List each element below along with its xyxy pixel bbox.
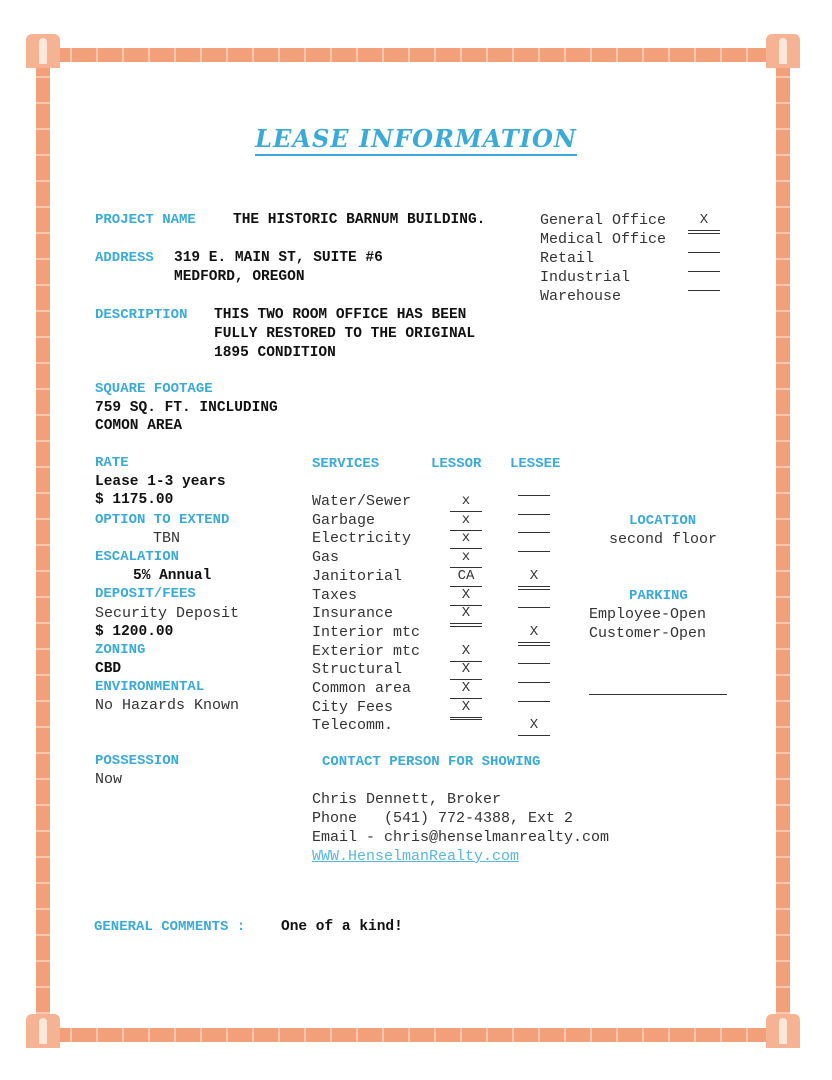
service-lessor-mark: X	[450, 587, 482, 603]
property-type-general-office-mark: X	[688, 212, 720, 228]
blank-signature-line	[589, 694, 727, 695]
description-label: DESCRIPTION	[95, 307, 188, 323]
left-border	[36, 64, 50, 1032]
service-name: Common area	[312, 680, 412, 697]
rate-label: RATE	[95, 455, 129, 471]
square-footage-label: SQUARE FOOTAGE	[95, 381, 213, 397]
website-link[interactable]: WWW.HenselmanRealty.com	[312, 848, 520, 865]
option-to-extend-label: OPTION TO EXTEND	[95, 512, 230, 528]
zoning-label: ZONING	[95, 642, 146, 658]
service-name: Gas	[312, 549, 340, 566]
property-type-medical-office: Medical Office	[540, 231, 667, 248]
location-value: second floor	[609, 531, 718, 548]
lessor-header: LESSOR	[431, 456, 482, 472]
description-line-1: THIS TWO ROOM OFFICE HAS BEEN	[214, 307, 467, 323]
deposit-label: DEPOSIT/FEES	[95, 586, 196, 602]
option-to-extend-value: TBN	[153, 530, 181, 547]
lessee-header: LESSEE	[510, 456, 561, 472]
service-lessor-mark: X	[450, 699, 482, 715]
right-border	[776, 64, 790, 1032]
environmental-value: No Hazards Known	[95, 697, 240, 714]
project-name-label: PROJECT NAME	[95, 212, 196, 228]
address-line-2: MEDFORD, OREGON	[174, 269, 305, 285]
parking-line-1: Employee-Open	[589, 606, 707, 623]
service-lessor-mark: X	[450, 680, 482, 696]
service-name: Insurance	[312, 605, 394, 622]
service-lessee-mark: X	[518, 568, 550, 584]
corner-ornament-bottom-left	[26, 1014, 60, 1048]
square-footage-line-2: COMON AREA	[95, 418, 183, 434]
property-type-warehouse: Warehouse	[540, 288, 622, 305]
property-type-general-office: General Office	[540, 212, 667, 229]
page-title: LEASE INFORMATION	[0, 124, 832, 153]
escalation-label: ESCALATION	[95, 549, 180, 565]
contact-phone: Phone (541) 772-4388, Ext 2	[312, 810, 574, 827]
service-name: Electricity	[312, 530, 412, 547]
bottom-border	[58, 1028, 774, 1042]
service-name: Telecomm.	[312, 717, 394, 734]
parking-label: PARKING	[629, 588, 688, 604]
service-name: Janitorial	[312, 568, 403, 585]
location-label: LOCATION	[629, 513, 697, 529]
rate-amount: $ 1175.00	[95, 492, 174, 508]
service-lessor-mark: CA	[450, 568, 482, 584]
service-lessor-mark: x	[450, 493, 482, 509]
service-name: Garbage	[312, 512, 376, 529]
service-name: Exterior mtc	[312, 643, 421, 660]
description-line-2: FULLY RESTORED TO THE ORIGINAL	[214, 326, 476, 342]
description-line-3: 1895 CONDITION	[214, 345, 336, 361]
deposit-amount: $ 1200.00	[95, 624, 174, 640]
service-name: Water/Sewer	[312, 493, 412, 510]
service-name: City Fees	[312, 699, 394, 716]
service-lessor-mark: X	[450, 643, 482, 659]
environmental-label: ENVIRONMENTAL	[95, 679, 205, 695]
services-header: SERVICES	[312, 456, 380, 472]
project-name-value: THE HISTORIC BARNUM BUILDING.	[233, 212, 486, 228]
contact-name: Chris Dennett, Broker	[312, 791, 502, 808]
contact-label: CONTACT PERSON FOR SHOWING	[322, 754, 541, 770]
property-type-industrial: Industrial	[540, 269, 631, 286]
service-lessor-mark: x	[450, 530, 482, 546]
address-label: ADDRESS	[95, 250, 154, 266]
escalation-value: 5% Annual	[133, 568, 212, 584]
zoning-value: CBD	[95, 661, 122, 677]
service-lessor-mark: x	[450, 549, 482, 565]
service-lessee-mark: X	[518, 717, 550, 733]
corner-ornament-bottom-right	[766, 1014, 800, 1048]
deposit-type: Security Deposit	[95, 605, 240, 622]
contact-email[interactable]: Email - chris@henselmanrealty.com	[312, 829, 610, 846]
square-footage-line-1: 759 SQ. FT. INCLUDING	[95, 400, 278, 416]
parking-line-2: Customer-Open	[589, 625, 707, 642]
service-name: Taxes	[312, 587, 358, 604]
service-lessor-mark: x	[450, 512, 482, 528]
top-border	[58, 48, 774, 62]
possession-value: Now	[95, 771, 123, 788]
address-line-1: 319 E. MAIN ST, SUITE #6	[174, 250, 383, 266]
service-lessor-mark: X	[450, 661, 482, 677]
service-name: Interior mtc	[312, 624, 421, 641]
service-lessee-mark: X	[518, 624, 550, 640]
possession-label: POSSESSION	[95, 753, 180, 769]
general-comments-value: One of a kind!	[281, 919, 403, 935]
corner-ornament-top-right	[766, 34, 800, 68]
service-lessor-mark: X	[450, 605, 482, 621]
property-type-retail: Retail	[540, 250, 595, 267]
service-name: Structural	[312, 661, 403, 678]
corner-ornament-top-left	[26, 34, 60, 68]
rate-term: Lease 1-3 years	[95, 474, 226, 490]
general-comments-label: GENERAL COMMENTS :	[94, 919, 246, 935]
